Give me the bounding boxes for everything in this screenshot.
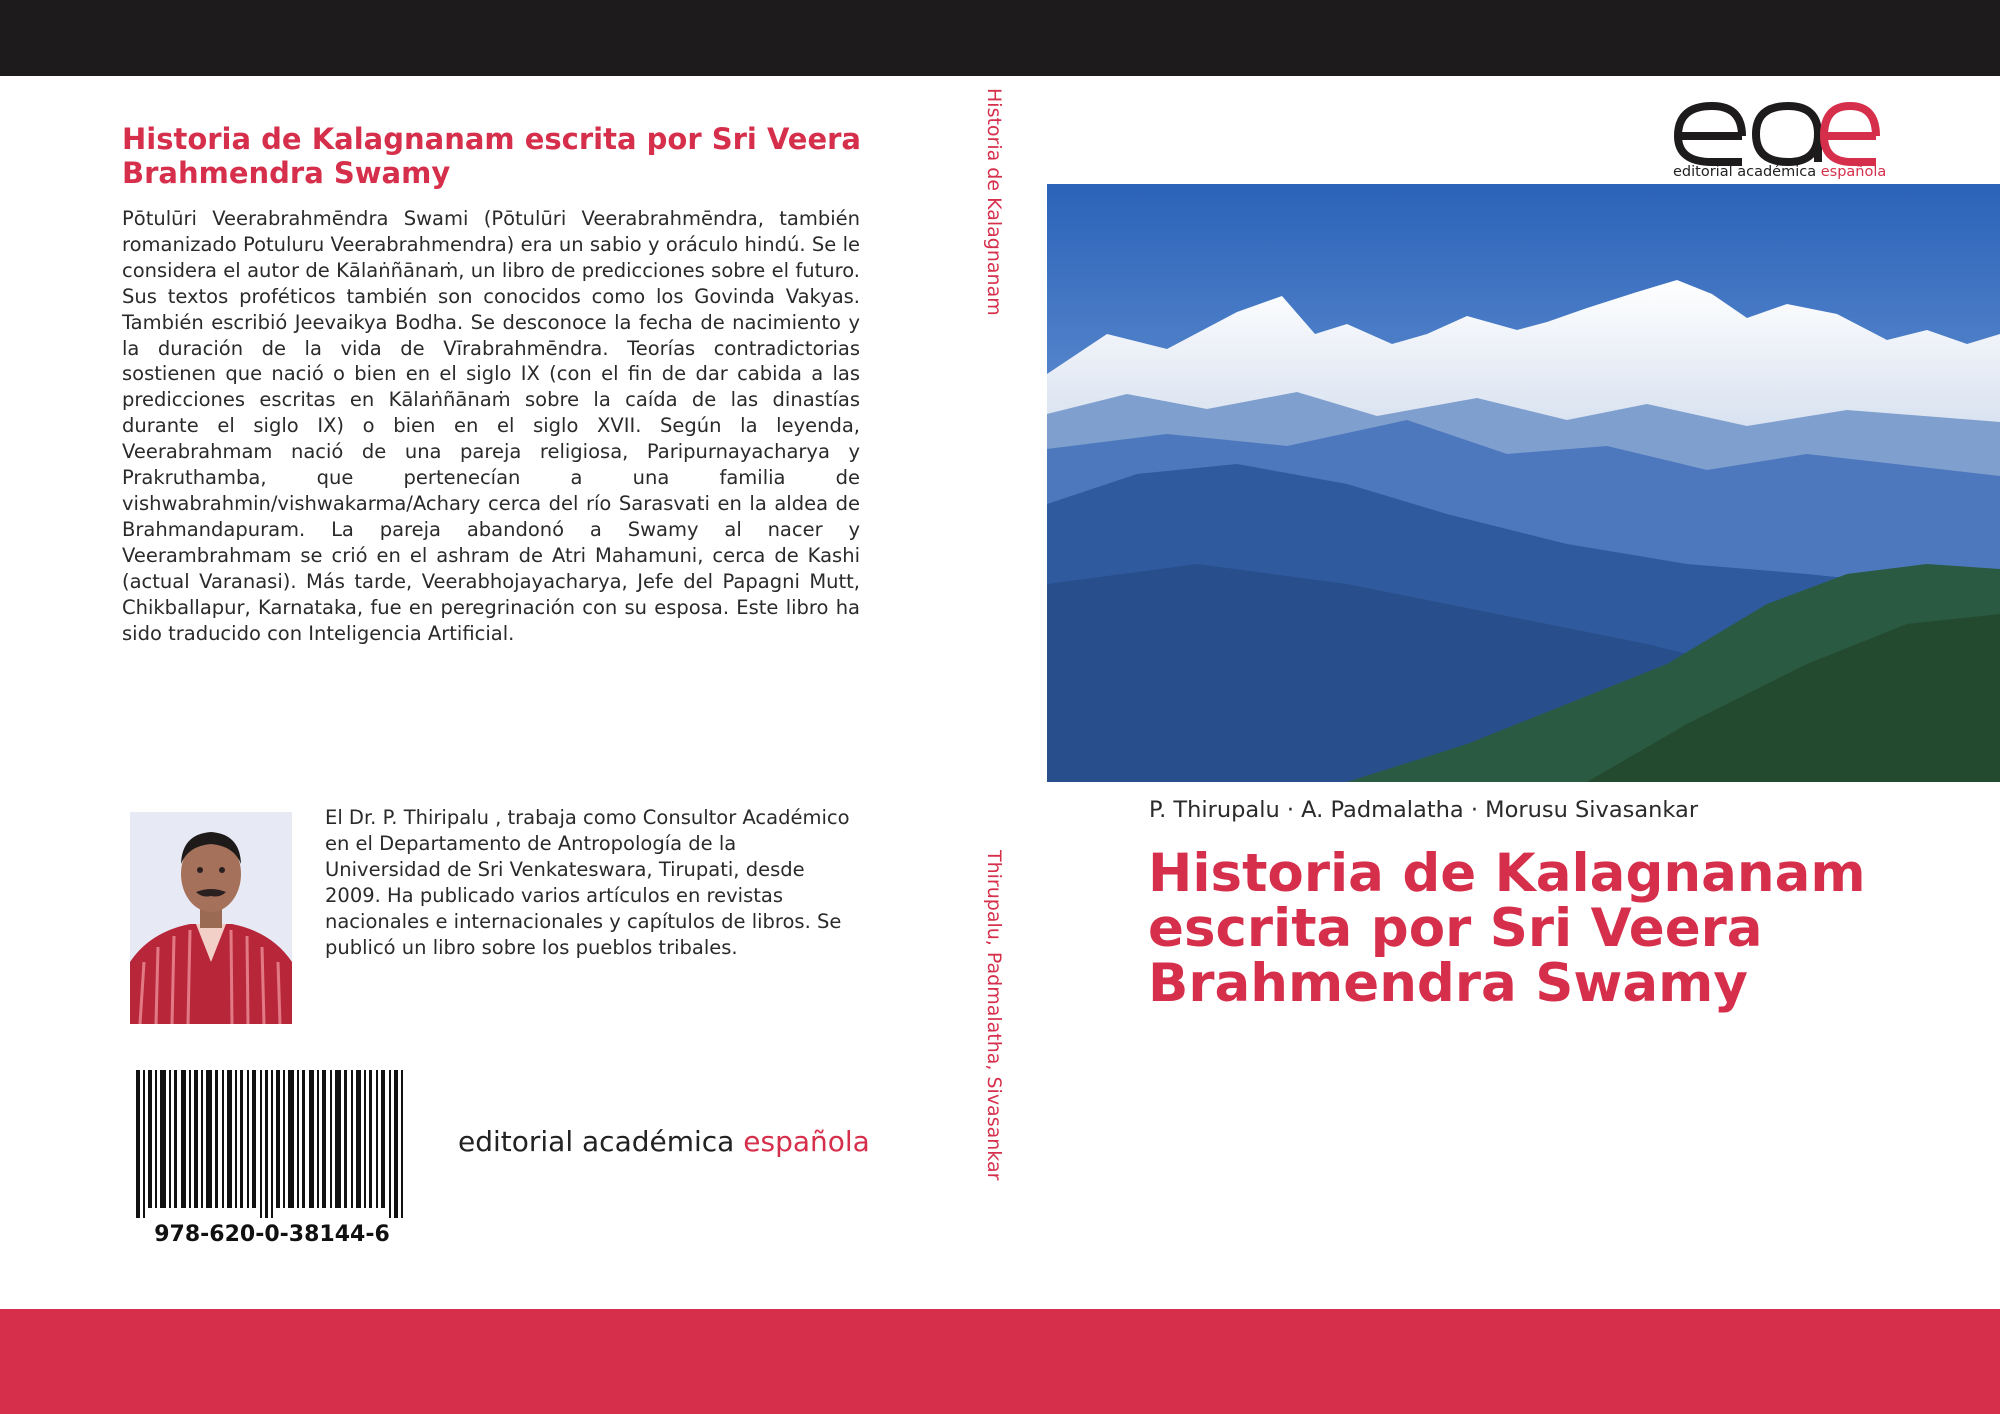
back-cover-title: Historia de Kalagnanam escrita por Sri Veera Brahmendra Swamy [122,122,862,190]
front-authors: P. Thirupalu · A. Padmalatha · Morusu Sivasankar [1149,797,1699,823]
logo-text-main: editorial académica [1673,164,1817,180]
author-bio: El Dr. P. Thiripalu , trabaja como Consultor Académico en el Departamento de Antropología de la Universidad de Sri Venkateswara, Tirupati, desde 2009. Ha publicado varios artículos en revistas nacionales e internacionales y capítulos de libros. Se publicó un libro sobre los pueblos tribales. [325,806,850,959]
spine-authors: Thirupalu, Padmalatha, Sivasankar [983,850,1005,1181]
barcode-icon [136,1070,406,1218]
mountain-landscape-icon [1047,184,2000,782]
author-portrait-icon [130,812,292,1024]
back-publisher-main: editorial académica [458,1125,735,1158]
back-cover-description: Pōtulūri Veerabrahmēndra Swami (Pōtulūri Veerabrahmēndra, también romanizado Potuluru Veerabrahmendra) era un sabio y oráculo hindú. Se le considera el autor de Kālaṅñānaṁ, un libro de predicciones sobre el futuro. Sus textos proféticos también son conocidos como los Govinda Vakyas. También escribió Jeevaikya Bodha. Se desconoce la fecha de nacimiento y la duración de la vida de Vīrabrahmēndra. Teorías contradictorias sostienen que nació o bien en el siglo IX (con el fin de dar cabida a las predicciones escritas en Kālaṅñānaṁ sobre la caída de las dinastías durante el siglo IX) o bien en el siglo XVII. Según la leyenda, Veerabrahmam nació de una pareja religiosa, Paripurnayacharya y Prakruthamba, que pertenecían a una familia de vishwabrahmin/vishwakarma/Achary cerca del río Sarasvati en la aldea de Brahmandapuram. La pareja abandonó a Swamy al nacer y Veerambrahmam se crió en el ashram de Atri Mahamuni, cerca de Kashi (actual Varanasi). Más tarde, Veerabhojayacharya, Jefe del Papagni Mutt, Chikballapur, Karnataka, fue en peregrinación con su esposa. Este libro ha sido traducido con Inteligencia Artificial. [122,207,860,645]
isbn-number: 978-620-0-38144-6 [154,1222,390,1247]
cover-image-mountains [1047,184,2000,782]
author-photo [130,812,292,1024]
logo-text [1673,164,1886,180]
back-publisher-accent: española [743,1125,870,1158]
top-band [0,0,2000,76]
front-cover-title: Historia de Kalagnanam escrita por Sri Veera Brahmendra Swamy [1148,843,1866,1014]
bottom-band [0,1309,2000,1414]
spine-title: Historia de Kalagnanam [983,88,1005,316]
logo-text-accent: española [1820,164,1887,180]
back-publisher-name [458,1125,870,1158]
